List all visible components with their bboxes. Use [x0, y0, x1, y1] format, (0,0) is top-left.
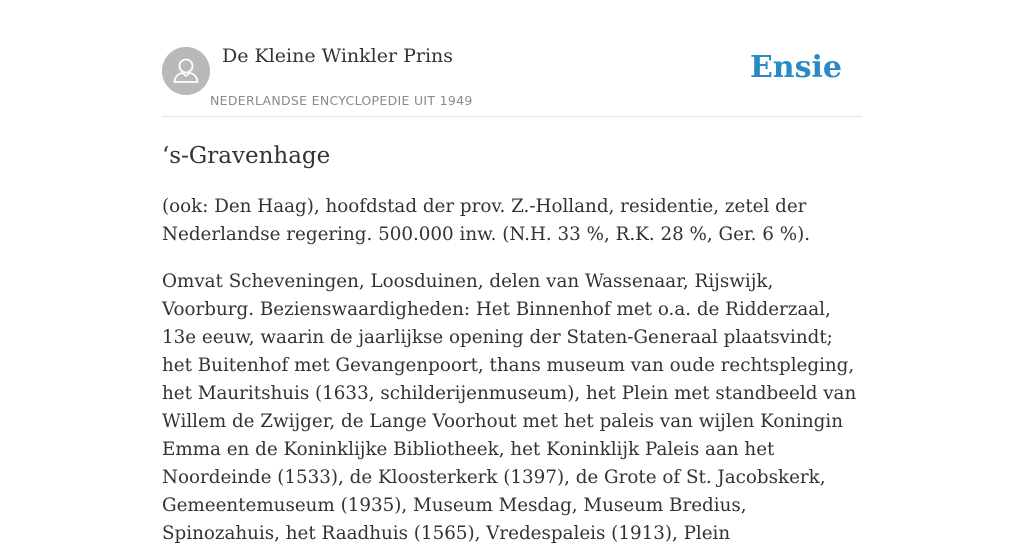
header [162, 0, 862, 117]
article-paragraph-1: (ook: Den Haag), hoofdstad der prov. Z.-Holland, residentie, zetel der Nederlandse regering. 500.000 inw. (N.H. 33 %, R.K. 28 %, Ger. 6 %). [162, 196, 811, 245]
source-subtitle: NEDERLANDSE ENCYCLOPEDIE UIT 1949 [210, 93, 473, 108]
author-name-link[interactable]: De Kleine Winkler Prins [222, 45, 454, 67]
author-avatar[interactable] [162, 47, 210, 95]
brand-logo-link[interactable]: Ensie [749, 50, 842, 85]
user-silhouette-icon [162, 47, 210, 95]
article-title: ‘s-Gravenhage [162, 143, 331, 169]
content-container [162, 0, 862, 548]
article-paragraph-2: Omvat Scheveningen, Loosduinen, delen van Wassenaar, Rijswijk, Voorburg. Bezienswaardigheden: Het Binnenhof met o.a. de Ridderzaal, 13e eeuw, waarin de jaarlijkse opening der Staten-Generaal plaatsvindt; het Buitenhof met Gevangenpoort, thans museum van oude rechtspleging, het Mauritshuis (1633, schilderijenmuseum), het Plein met standbeeld van Willem de Zwijger, de Lange Voorhout met het paleis van wijlen Koningin Emma en de Koninklijke Bibliotheek, het Koninklijk Paleis aan het Noordeinde (1533), de Kloosterkerk (1397), de Grote of St. Jacobskerk, Gemeentemuseum (1935), Museum Mesdag, Museum Bredius, Spinozahuis, het Raadhuis (1565), Vredespaleis (1913), Plein [162, 271, 857, 544]
